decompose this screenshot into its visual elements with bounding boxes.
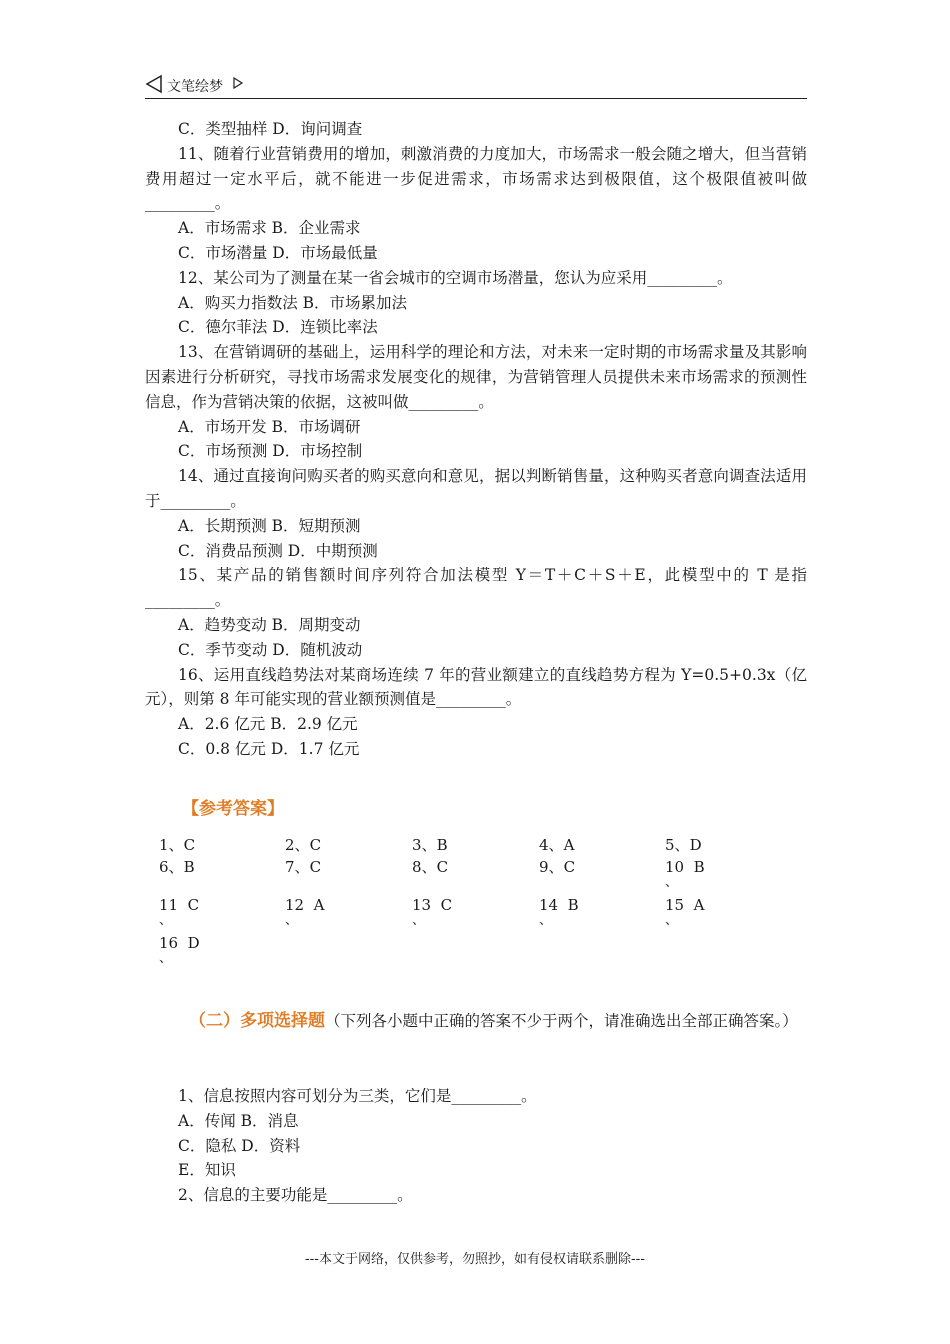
footer-note: ---本文于网络，仅供参考，勿照抄，如有侵权请联系删除---: [304, 1252, 646, 1267]
answer-separator: 、: [412, 913, 426, 928]
option-line: C．德尔菲法 D．连锁比率法: [178, 318, 378, 337]
answer-cell: [159, 934, 200, 965]
answer-separator: 、: [285, 913, 299, 928]
answer-cell: [412, 896, 452, 927]
answer-value: B: [436, 836, 448, 854]
answer-value: C: [309, 836, 322, 854]
answer-number: 15: [665, 896, 685, 914]
question-text: 14、通过直接询问购买者的购买意向和意见，据以判断销售量，这种购买者意向调查法适用于_________。: [145, 467, 807, 510]
option-line: A．传闻 B．消息: [178, 1111, 299, 1130]
answer-number: 13: [412, 896, 432, 914]
answer-separator: 、: [421, 858, 437, 876]
page-header: [145, 72, 807, 99]
answer-cell: [665, 836, 702, 855]
question-list: [145, 117, 807, 762]
answer-number: 14: [539, 896, 559, 914]
option-line: C．0.8 亿元 D．1.7 亿元: [178, 739, 360, 758]
answer-separator: 、: [168, 836, 184, 854]
answer-separator: 、: [539, 913, 553, 928]
option-line: C．类型抽样 D．询问调查: [178, 120, 363, 138]
option-line: A．长期预测 B．短期预测: [178, 516, 361, 535]
option-line: A．市场需求 B．企业需求: [178, 219, 361, 238]
answer-cell: [285, 896, 324, 927]
answer-cell: [412, 858, 448, 877]
answer-value: A: [693, 896, 705, 914]
answer-separator: 、: [159, 913, 173, 928]
answer-cell: [159, 836, 195, 855]
question-text: 15、某产品的销售额时间序列符合加法模型 Y＝T＋C＋S＋E，此模型中的 T 是指_________。: [145, 566, 807, 610]
section-2-title: （二）多项选择题: [189, 1011, 325, 1031]
question-text: 2、信息的主要功能是_________。: [178, 1186, 413, 1205]
option-line: A．市场开发 B．市场调研: [178, 417, 361, 436]
question-text: 13、在营销调研的基础上，运用科学的理论和方法，对未来一定时期的市场需求量及其影响因素进行分析研究，寻找市场需求发展变化的规律，为营销管理人员提供未来市场需求的预测性信息，作为营销决策的依据，这被叫做_________。: [145, 343, 807, 411]
answer-value: C: [183, 836, 196, 854]
triangle-right-icon: [232, 76, 244, 90]
answer-number: 10: [665, 858, 685, 876]
answer-cell: [159, 896, 199, 927]
answer-value: C: [563, 858, 576, 876]
answer-value: C: [436, 858, 449, 876]
answer-value: A: [313, 896, 325, 914]
answer-number: 11: [159, 896, 179, 914]
option-line: A．2.6 亿元 B．2.9 亿元: [178, 715, 358, 734]
answer-number: 12: [285, 896, 305, 914]
question-text: 12、某公司为了测量在某一省会城市的空调市场潜量，您认为应采用_________。: [178, 268, 733, 287]
answer-cell: [665, 896, 704, 927]
answer-number: 16: [159, 934, 179, 952]
answer-cell: [285, 858, 321, 877]
answer-value: B: [567, 896, 579, 914]
answers-title: 【参考答案】: [182, 799, 284, 819]
answer-separator: 、: [674, 836, 690, 854]
section-2-desc: （下列各小题中正确的答案不少于两个，请准确选出全部正确答案。）: [325, 1012, 798, 1030]
answer-value: D: [689, 836, 702, 854]
answer-number: 9: [539, 858, 549, 876]
answer-value: B: [183, 858, 195, 876]
answer-value: C: [309, 858, 322, 876]
option-line: A．购买力指数法 B．市场累加法: [178, 293, 408, 312]
section-2-heading: [145, 1005, 807, 1037]
answer-number: 3: [412, 836, 422, 854]
answer-number: 2: [285, 836, 295, 854]
answer-cell: [539, 858, 575, 877]
answer-number: 7: [285, 858, 295, 876]
answer-separator: 、: [294, 858, 310, 876]
answer-separator: 、: [168, 858, 184, 876]
question-text: 1、信息按照内容可划分为三类，它们是_________。: [178, 1087, 537, 1105]
answer-separator: 、: [548, 858, 564, 876]
question-text: 16、运用直线趋势法对某商场连续 7 年的营业额建立的直线趋势方程为 Y=0.5+0.3x（亿元），则第 8 年可能实现的营业额预测值是_________。: [145, 665, 807, 709]
brand-name: 文笔绘梦: [167, 79, 223, 95]
answer-separator: 、: [159, 951, 173, 966]
answer-cell: [412, 836, 448, 855]
answer-number: 4: [539, 836, 549, 854]
answer-separator: 、: [665, 913, 679, 928]
option-line: C．消费品预测 D．中期预测: [178, 541, 378, 560]
option-line: C．市场潜量 D．市场最低量: [178, 243, 378, 262]
answer-value: A: [563, 836, 575, 854]
option-line: E．知识: [178, 1161, 236, 1180]
answer-cell: [159, 858, 195, 877]
answer-value: C: [187, 896, 200, 914]
option-line: C．市场预测 D．市场控制: [178, 442, 363, 461]
answer-number: 6: [159, 858, 169, 876]
answer-cell: [539, 896, 579, 927]
answer-value: C: [440, 896, 453, 914]
answer-cell: [665, 858, 705, 889]
question-list-2: [145, 1084, 807, 1208]
answer-cell: [285, 836, 321, 855]
answer-value: D: [187, 934, 200, 952]
answer-number: 8: [412, 858, 422, 876]
option-line: A．趋势变动 B．周期变动: [178, 615, 361, 634]
answer-value: B: [693, 858, 705, 876]
answer-separator: 、: [665, 875, 679, 890]
answer-separator: 、: [421, 836, 437, 854]
answer-separator: 、: [294, 836, 310, 854]
answer-number: 5: [665, 836, 675, 854]
triangle-left-icon: [145, 74, 163, 94]
option-line: C．隐私 D．资料: [178, 1136, 301, 1155]
option-line: C．季节变动 D．随机波动: [178, 640, 363, 659]
answer-separator: 、: [548, 836, 564, 854]
answer-cell: [539, 836, 574, 855]
question-text: 11、随着行业营销费用的增加，刺激消费的力度加大，市场需求一般会随之增大，但当营销费用超过一定水平后，就不能进一步促进需求，市场需求达到极限值，这个极限值被叫做_________。: [145, 144, 807, 213]
answer-number: 1: [159, 836, 169, 854]
